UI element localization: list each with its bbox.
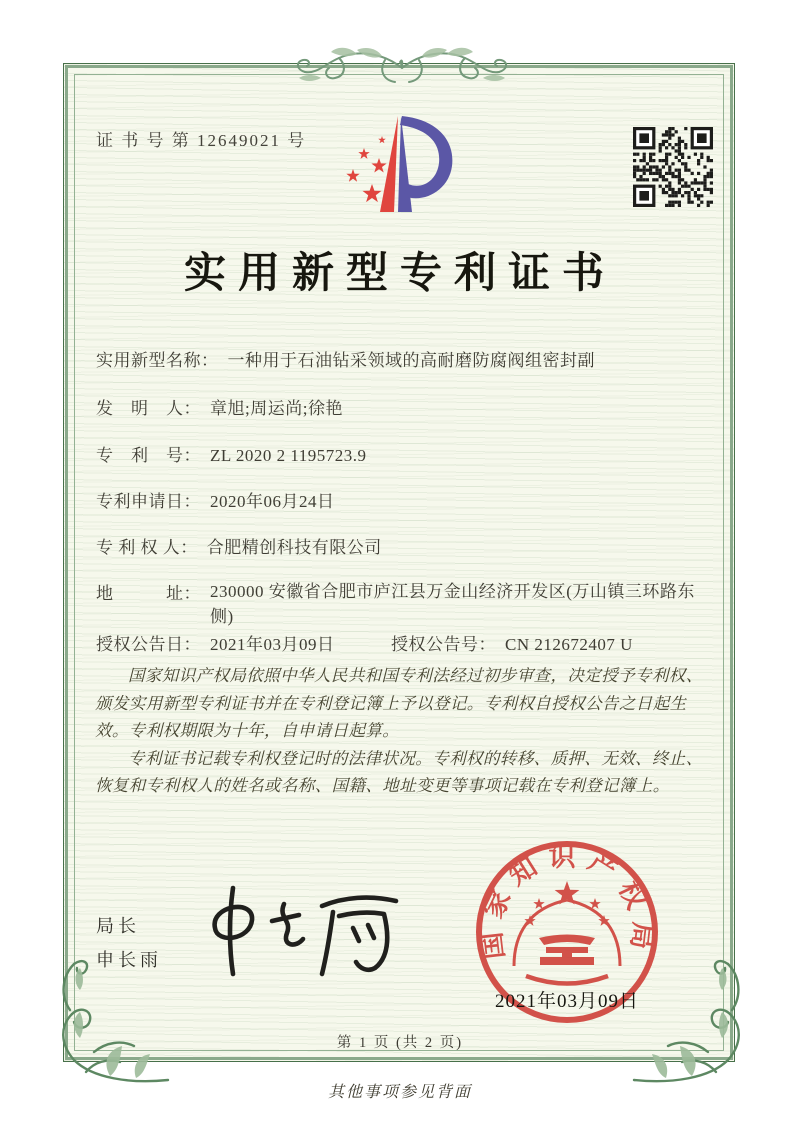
back-side-note: 其他事项参见背面: [327, 1084, 472, 1101]
field-pair-grant-number: [391, 630, 633, 655]
signer-title: 局长: [96, 916, 140, 936]
seal-agency-text: 国家知识产权局: [475, 841, 659, 961]
field-value: 2021年03月09日: [210, 635, 335, 654]
top-border-flourish-icon: [287, 43, 517, 91]
bottom-left-flourish-icon: [50, 956, 174, 1088]
legal-paragraph-2: 专利证书记载专利权登记时的法律状况。专利权的转移、质押、无效、终止、恢复和专利权人的姓名或名称、国籍、地址变更等事项记载在专利登记簿上。: [95, 748, 703, 795]
field-value: 一种用于石油钻采领域的高耐磨防腐阀组密封副: [227, 351, 595, 370]
legal-paragraph-1: 国家知识产权局依照中华人民共和国专利法经过初步审查，决定授予专利权、颁发实用新型专利证书并在专利登记簿上予以登记。专利权自授权公告之日起生效。专利权期限为十年，自申请日起算。: [95, 666, 703, 740]
signature-handwriting-icon: [200, 876, 410, 984]
certificate-title: 实用新型专利证书: [183, 251, 616, 297]
page-number: 第 1 页 (共 2 页): [336, 1035, 464, 1051]
field-value: 合肥精创科技有限公司: [206, 538, 382, 557]
field-label: 专 利 号：: [96, 446, 201, 465]
field-row-address: [96, 579, 716, 629]
national-emblem-icon: [514, 881, 620, 984]
cnipa-logo-icon: [338, 110, 462, 226]
field-row-utility-model-name: [96, 346, 595, 371]
qr-code: [633, 127, 713, 207]
field-label: 授权公告日：: [96, 635, 201, 654]
seal-date: 2021年03月09日: [494, 991, 639, 1012]
field-value: 2020年06月24日: [210, 492, 335, 511]
field-label: 发 明 人：: [96, 399, 201, 418]
field-label: 地 址：: [96, 584, 201, 603]
signer-name: 申长雨: [96, 950, 162, 970]
field-label: 专利申请日：: [96, 492, 201, 511]
field-label: 授权公告号：: [391, 635, 496, 654]
field-value: CN 212672407 U: [505, 635, 633, 654]
field-row-patentee: [96, 533, 382, 558]
field-value: ZL 2020 2 1195723.9: [210, 446, 367, 465]
field-value: 章旭;周运尚;徐艳: [210, 399, 343, 418]
certificate-number: 证 书 号 第 12649021 号: [96, 131, 307, 150]
field-label: 实用新型名称：: [96, 351, 219, 370]
field-label: 专 利 权 人：: [96, 538, 198, 557]
field-value: 230000 安徽省合肥市庐江县万金山经济开发区(万山镇三环路东侧): [210, 582, 695, 626]
legal-statement: [95, 662, 717, 800]
field-row-grant: [96, 630, 716, 655]
field-row-patent-number: [96, 441, 367, 466]
field-row-inventors: [96, 394, 343, 419]
field-row-filing-date: [96, 487, 335, 512]
